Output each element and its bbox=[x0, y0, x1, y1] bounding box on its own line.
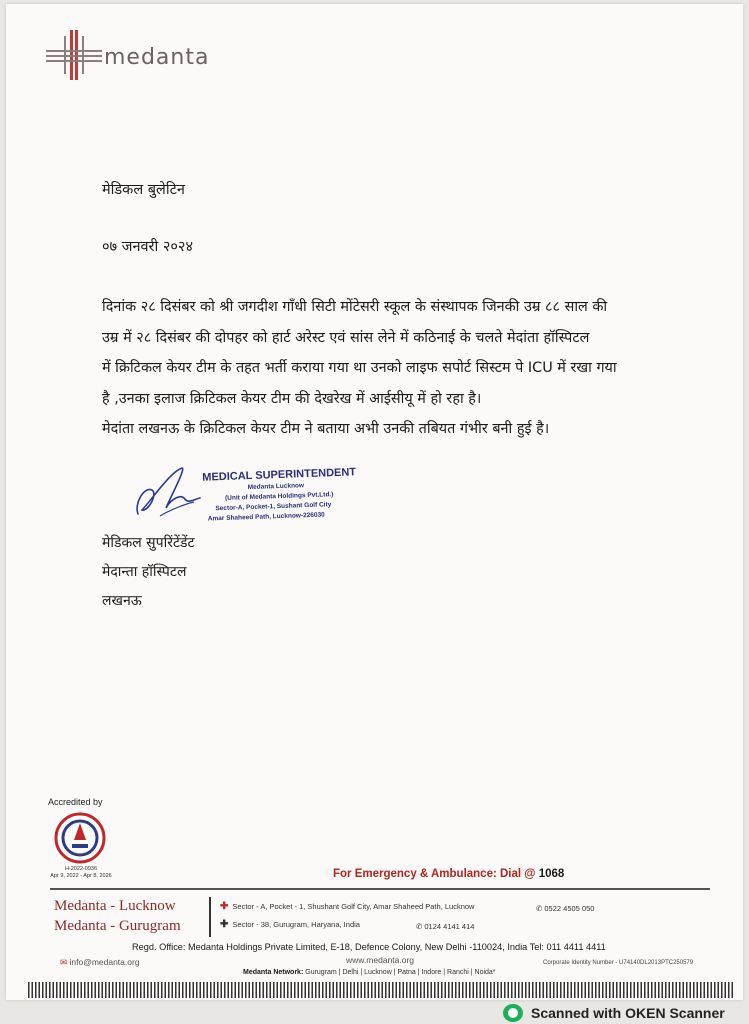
body-line: दिनांक २८ दिसंबर को श्री जगदीश गाँधी सिटी मोंटेसरी स्कूल के संस्थापक जिनकी उम्र ८८ साल की bbox=[102, 299, 608, 315]
medanta-cross-icon bbox=[46, 30, 102, 80]
stamp-line: Sector-A, Pocket-1, Sushant Golf City bbox=[215, 501, 332, 513]
nabh-dates: Apr 9, 2022 - Apr 8, 2026 bbox=[50, 873, 112, 879]
registered-office: Regd. Office: Medanta Holdings Private Limited, E-18, Defence Colony, New Delhi -110024, India Tel: 011 4411 4411 bbox=[132, 942, 606, 952]
plus-icon: ✚ bbox=[220, 919, 229, 930]
location-separator bbox=[209, 897, 211, 937]
body-line: मेदांता लखनऊ के क्रिटिकल केयर टीम ने बताया अभी उनकी तबियत गंभीर बनी हुई है। bbox=[102, 421, 550, 437]
letter-page bbox=[6, 4, 743, 1000]
corporate-id: Corporate Identity Number - U74140DL2013PTC250579 bbox=[543, 960, 694, 966]
network-label: Medanta Network: bbox=[243, 969, 304, 976]
footer-barcode bbox=[28, 982, 733, 998]
oken-scanner-icon bbox=[503, 1004, 523, 1022]
stamp-line: Amar Shaheed Path, Lucknow-226030 bbox=[207, 511, 325, 523]
address-lucknow bbox=[220, 901, 474, 912]
medanta-network bbox=[243, 969, 496, 976]
scanner-label: Scanned with OKEN Scanner bbox=[531, 1005, 725, 1021]
signatory-city: लखनऊ bbox=[102, 593, 142, 609]
scanner-watermark bbox=[503, 1004, 725, 1022]
website: www.medanta.org bbox=[346, 955, 415, 965]
phone-icon: ✆ bbox=[416, 922, 425, 931]
body-line: है ,उनका इलाज क्रिटिकल केयर टीम की देखरेख में आईसीयू में हो रहा है। bbox=[102, 390, 482, 407]
stamp-line: Medanta Lucknow bbox=[247, 482, 305, 492]
stamp-line: (Unit of Medanta Holdings Pvt.Ltd.) bbox=[224, 491, 334, 502]
locations bbox=[54, 896, 181, 936]
bulletin-body bbox=[102, 292, 682, 445]
signatory-block bbox=[102, 529, 195, 616]
medanta-logo bbox=[46, 30, 209, 80]
brand-name: medanta bbox=[104, 44, 210, 70]
stamp-title: MEDICAL SUPERINTENDENT bbox=[202, 466, 357, 484]
address-text: Sector - 38, Gurugram, Haryana, India bbox=[232, 920, 360, 929]
emergency-label: For Emergency & Ambulance: Dial @ bbox=[333, 868, 536, 880]
footer-divider bbox=[50, 888, 710, 890]
body-line: उम्र में २८ दिसंबर की दोपहर को हार्ट अरेस्ट एवं सांस लेने में कठिनाई के चलते मेदांता हॉस्पिटल bbox=[102, 329, 590, 346]
email-line bbox=[60, 957, 140, 968]
accredited-label: Accredited by bbox=[48, 797, 103, 807]
phone-text: 0124 4141 414 bbox=[424, 922, 475, 931]
bulletin-date: ०७ जनवरी २०२४ bbox=[102, 239, 194, 255]
phone-gurugram bbox=[416, 922, 474, 931]
network-cities: Gurugram | Delhi | Lucknow | Patna | Indore | Ranchi | Noida* bbox=[305, 969, 496, 976]
phone-lucknow bbox=[536, 904, 594, 913]
signatory-hospital: मेदान्ता हॉस्पिटल bbox=[102, 564, 187, 580]
location-gurugram: Medanta - Gurugram bbox=[54, 918, 181, 934]
bulletin-title: मेडिकल बुलेटिन bbox=[102, 182, 185, 198]
signatory-designation: मेडिकल सुपरिंटेंडेंट bbox=[102, 535, 195, 551]
emergency-line bbox=[333, 868, 564, 880]
nabh-validity bbox=[46, 866, 116, 880]
address-text: Sector - A, Pocket - 1, Shushant Golf City, Amar Shaheed Path, Lucknow bbox=[232, 902, 475, 911]
email-text: info@medanta.org bbox=[69, 957, 140, 967]
address-gurugram bbox=[220, 919, 360, 930]
phone-text: 0522 4505 050 bbox=[544, 904, 595, 913]
plus-icon: ✚ bbox=[220, 901, 229, 912]
nabh-number: H-2022-0936 bbox=[64, 866, 98, 872]
phone-icon: ✆ bbox=[536, 904, 545, 913]
body-line: में क्रिटिकल केयर टीम के तहत भर्ती कराया गया था उनको लाइफ सपोर्ट सिस्टम पे ICU में रखा गया bbox=[102, 360, 617, 376]
location-lucknow: Medanta - Lucknow bbox=[54, 898, 176, 914]
emergency-number: 1068 bbox=[538, 868, 565, 880]
mail-icon: ✉ bbox=[60, 957, 70, 967]
superintendent-stamp bbox=[202, 466, 358, 524]
nabh-seal-icon bbox=[54, 812, 106, 864]
